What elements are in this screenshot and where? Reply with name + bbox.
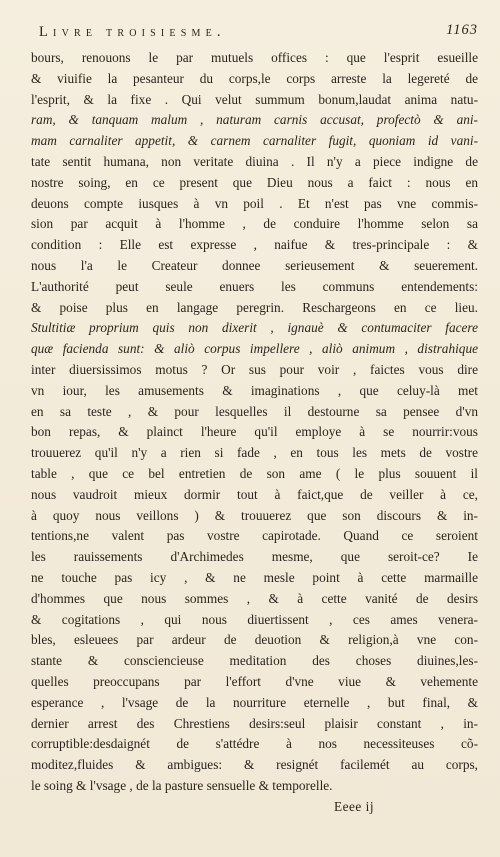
text-line: quelles preoccupans par l'effort d'vne viue & vehemente xyxy=(31,673,478,689)
text-line: ram, & tanquam malum , naturam carnis accusat, profectò & ani- xyxy=(31,112,478,128)
text-line: sion par acquit à l'homme , de conduire l'homme selon sa xyxy=(31,216,478,232)
text-line: nostre soing, en ce present que Dieu nous a faict : nous en xyxy=(31,174,478,190)
text-line: dernier arrest des Chrestiens desirs:seul plaisir constant , in- xyxy=(31,715,478,731)
text-line: condition : Elle est expresse , naifue & tres-principale : & xyxy=(31,237,478,253)
signature-mark: Eeee ij xyxy=(334,798,375,814)
text-line: L'authorité peut seule enuers les communs entendements: xyxy=(31,278,478,294)
text-line: Stultitiæ proprium quis non dixerit , ignauè & contumaciter facere xyxy=(31,320,478,336)
text-line: nous l'a le Createur donnee serieusement & seuerement. xyxy=(31,257,478,273)
text-line: le soing & l'vsage , de la pasture sensuelle & temporelle. xyxy=(31,777,333,793)
text-line: corruptible:desdaignét de s'attédre à nos necessiteuses cõ- xyxy=(31,736,478,752)
text-line: l'esprit, & la fixe . Qui velut summum bonum,laudat anima natu- xyxy=(31,91,478,107)
text-line: & viuifie la pesanteur du corps,le corps arreste la legereté de xyxy=(31,70,478,86)
page-number: 1163 xyxy=(446,22,478,38)
text-line: inter diuersissimos motus ? Or sus pour voir , faictes vous dire xyxy=(31,361,478,377)
text-line: nous vaudroit mieux dormir tout à faict,que de veiller à ce, xyxy=(31,486,478,502)
text-line: les rauissements d'Archimedes mesme, que seroit-ce? Ie xyxy=(31,549,478,565)
text-line: ne touche pas icy , & ne mesle point à cette marmaille xyxy=(31,569,478,585)
text-line: tate sentit humana, non veritate diuina . Il n'y a piece indigne de xyxy=(31,153,478,169)
text-line: trouuerez qu'il n'y a rien si fade , en tous les mets de vostre xyxy=(31,445,478,461)
text-line: stante & consciencieuse meditation des choses diuines,les- xyxy=(31,653,478,669)
body-text xyxy=(31,48,478,797)
text-line: quæ facienda sunt: & aliò corpus impellere , aliò animum , distrahique xyxy=(31,341,478,357)
text-line: bles, esleuees par ardeur de deuotion & religion,à vne con- xyxy=(31,632,478,648)
text-line: mam carnaliter appetit, & carnem carnaliter fugit, quoniam id vani- xyxy=(31,133,478,149)
text-line: bours, renouons le par mutuels offices : que l'esprit esueille xyxy=(31,50,478,65)
text-line: d'hommes que nous sommes , & à cette vanité de desirs xyxy=(31,590,478,606)
text-line: à quoy nous veillons ) & trouuerez que son discours & in- xyxy=(31,507,478,523)
text-line: bon repas, & plainct l'heure qu'il employe à se nourrir:vous xyxy=(31,424,478,440)
text-line: deuons compte iusques à vn poil . Et n'est pas vne commis- xyxy=(31,195,478,211)
running-title: Livre troisiesme. xyxy=(39,24,226,40)
text-line: en sa teste , & pour lesquelles il destourne sa pensee d'vn xyxy=(31,403,478,419)
text-line: & cogitations , qui nous diuertissent , ces ames venera- xyxy=(31,611,478,627)
text-line: & poise plus en langage peregrin. Reschargeons en ce lieu. xyxy=(31,299,478,315)
text-line: table , que ce bel entretien de son ame ( le plus souuent il xyxy=(31,465,478,481)
text-line: vn iour, les amusements & imaginations , que celuy-là met xyxy=(31,382,478,398)
text-line: moditez,fluides & ambigues: & resignét facilemét au corps, xyxy=(31,757,478,773)
page-header xyxy=(31,22,478,48)
text-line: tentions,ne valent pas vostre capirotade. Quand ce seroient xyxy=(31,528,478,544)
text-line: esperance , l'vsage de la nourriture eternelle , but final, & xyxy=(31,694,478,710)
